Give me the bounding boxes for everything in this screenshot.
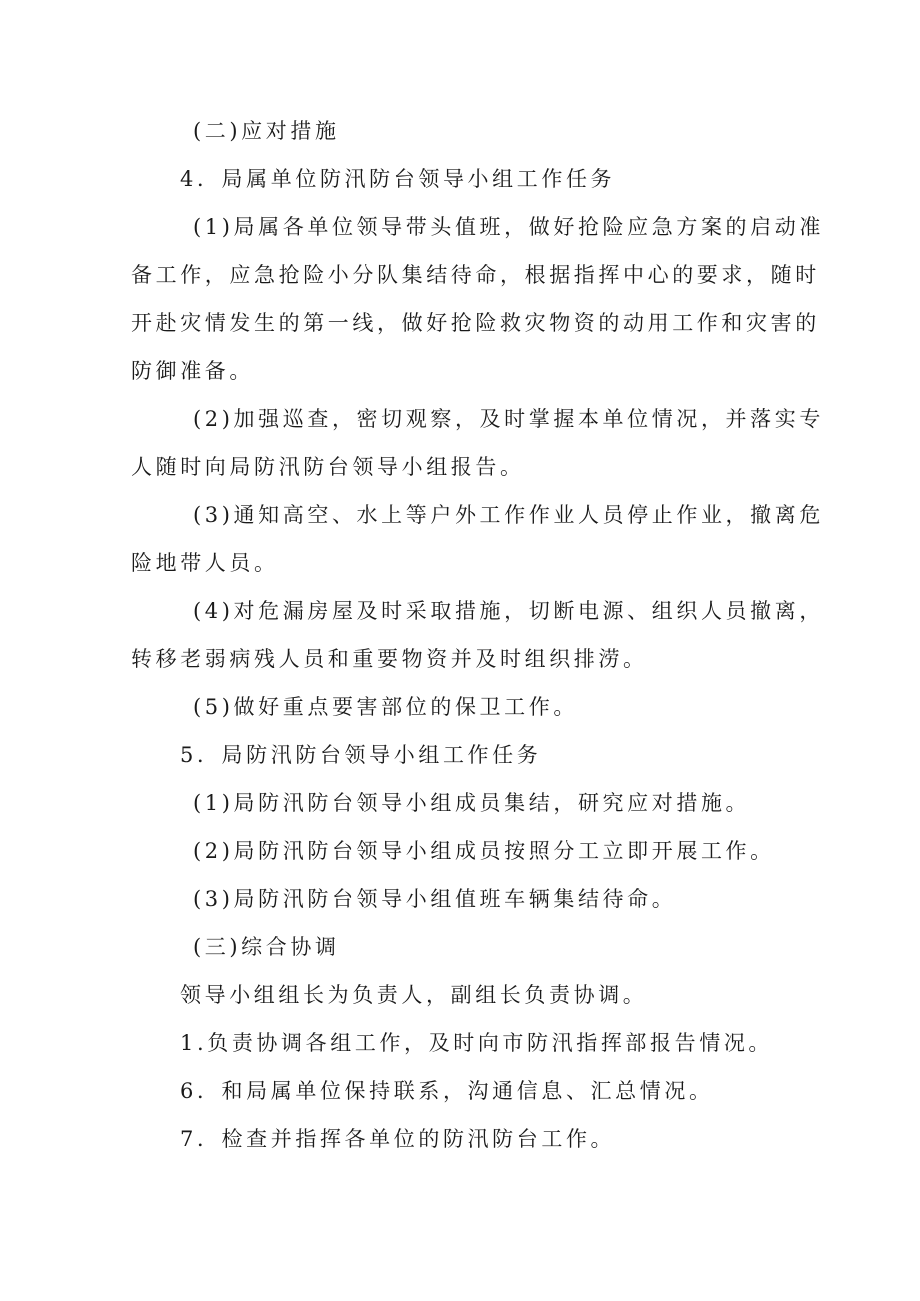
paragraph-line: 防御准备。	[131, 359, 254, 383]
paragraph-line: 1.负责协调各组工作，及时向市防汛指挥部报告情况。	[180, 1031, 774, 1055]
paragraph-line: 6．和局属单位保持联系，沟通信息、汇总情况。	[180, 1079, 714, 1103]
paragraph-line: (3)通知高空、水上等户外工作作业人员停止作业，撤离危	[193, 503, 824, 527]
section-heading-coordination: (三)综合协调	[193, 935, 340, 959]
paragraph-line: (4)对危漏房屋及时采取措施，切断电源、组织人员撤离，	[193, 599, 824, 623]
paragraph-line: 转移老弱病残人员和重要物资并及时组织排涝。	[131, 647, 648, 671]
paragraph-line: 险地带人员。	[131, 551, 279, 575]
item-heading-5: 5．局防汛防台领导小组工作任务	[180, 743, 542, 767]
paragraph-line: (1)局属各单位领导带头值班，做好抢险应急方案的启动准	[193, 215, 824, 239]
paragraph-line: (2)加强巡查，密切观察，及时掌握本单位情况，并落实专	[193, 407, 824, 431]
paragraph-line: (1)局防汛防台领导小组成员集结，研究应对措施。	[193, 791, 751, 815]
paragraph-line: (5)做好重点要害部位的保卫工作。	[193, 695, 578, 719]
paragraph-line: (3)局防汛防台领导小组值班车辆集结待命。	[193, 887, 677, 911]
paragraph-line: (2)局防汛防台领导小组成员按照分工立即开展工作。	[193, 839, 775, 863]
item-heading-4: 4．局属单位防汛防台领导小组工作任务	[180, 167, 616, 191]
section-heading-response-measures: (二)应对措施	[193, 119, 340, 143]
paragraph-line: 7．检查并指挥各单位的防汛防台工作。	[180, 1127, 616, 1151]
paragraph-line: 领导小组组长为负责人，副组长负责协调。	[180, 983, 648, 1007]
paragraph-line: 开赴灾情发生的第一线，做好抢险救灾物资的动用工作和灾害的	[131, 311, 820, 335]
paragraph-line: 备工作，应急抢险小分队集结待命，根据指挥中心的要求，随时	[131, 263, 820, 287]
paragraph-line: 人随时向局防汛防台领导小组报告。	[131, 455, 525, 479]
